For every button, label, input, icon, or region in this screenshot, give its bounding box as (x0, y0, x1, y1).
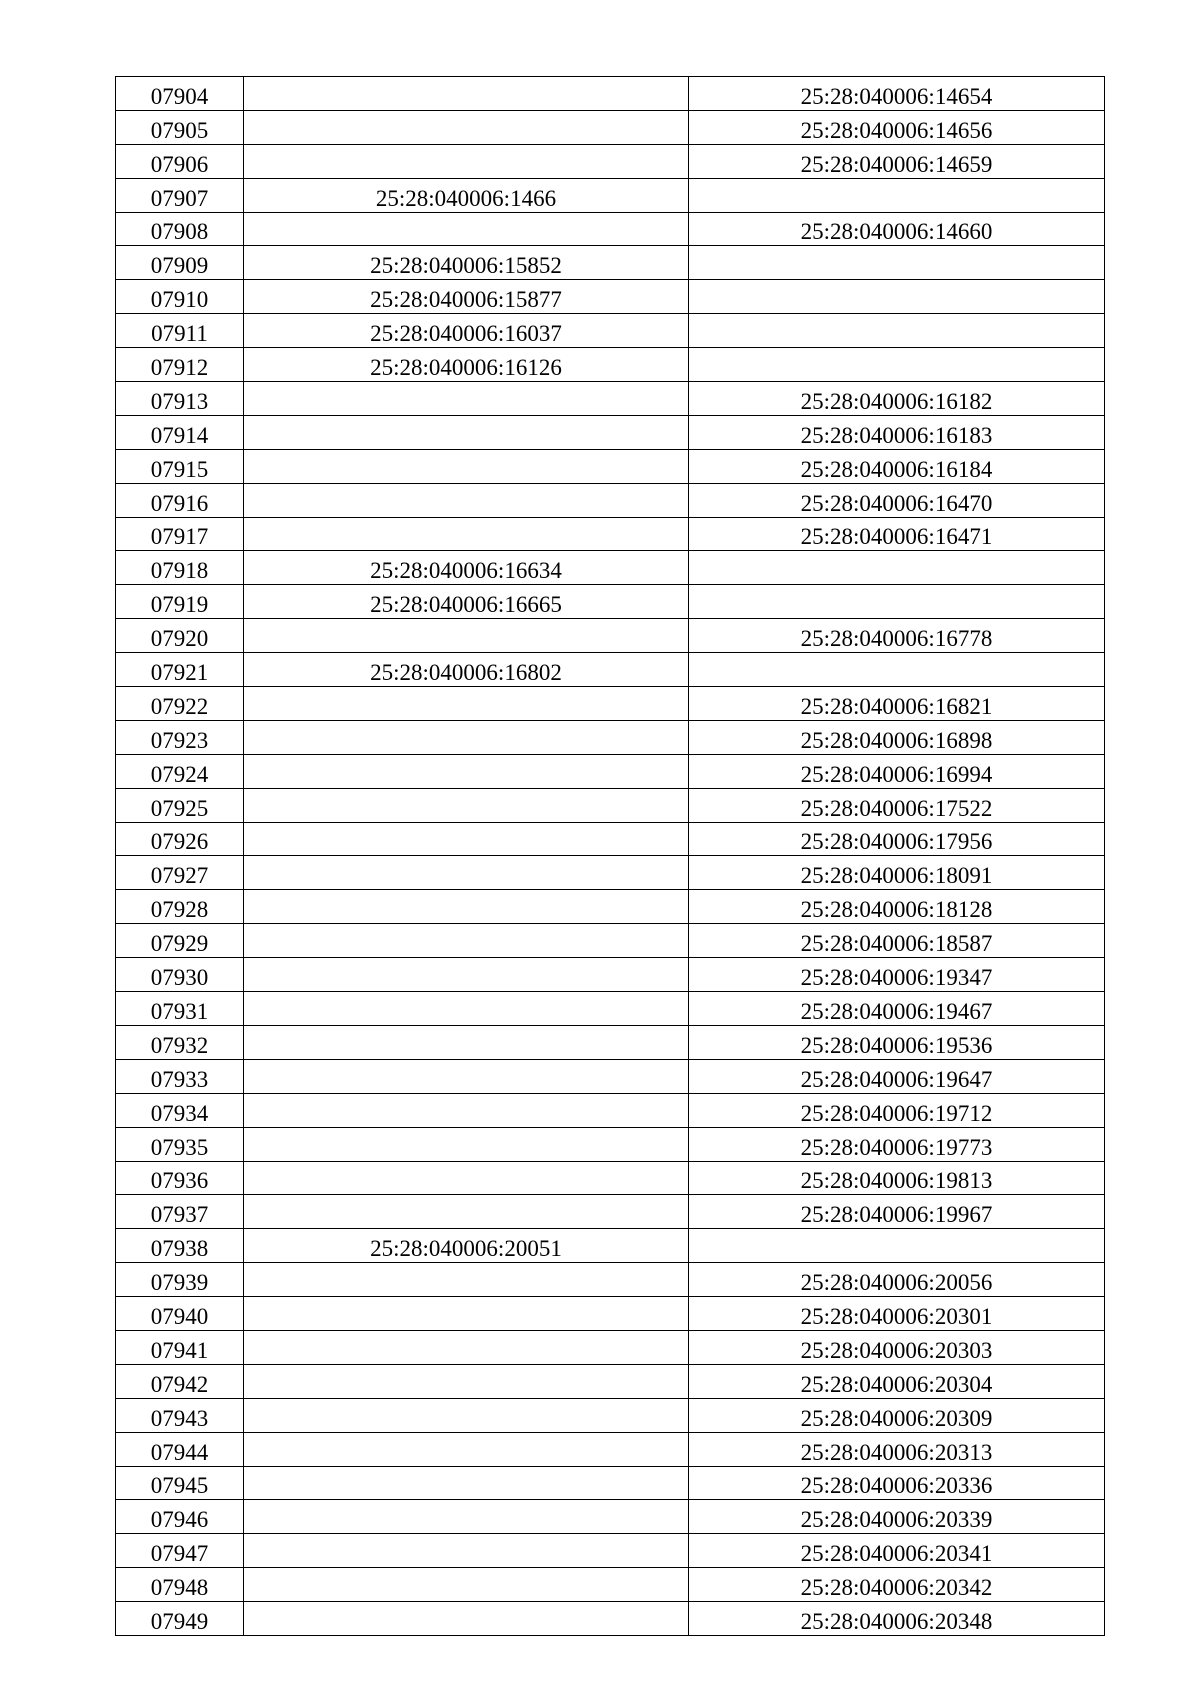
cadastral-number-cell-col2 (244, 1229, 689, 1263)
cadastral-number-cell-col2 (244, 1534, 689, 1568)
row-number-text: 07919 (150, 592, 209, 618)
cadastral-number-cell-col2 (244, 110, 689, 144)
row-number-text: 07938 (150, 1236, 209, 1262)
row-number-cell (116, 551, 244, 585)
cadastral-number-cell-col3 (689, 1059, 1105, 1093)
row-number-text: 07933 (150, 1066, 209, 1092)
table-row (116, 1330, 1105, 1364)
row-number-text: 07915 (150, 456, 209, 482)
row-number-text: 07932 (150, 1032, 209, 1058)
cadastral-number-cell-col2 (244, 924, 689, 958)
cadastral-number-text-col3: 25:28:040006:20341 (800, 1541, 993, 1567)
cadastral-number-cell-col2 (244, 77, 689, 111)
cadastral-number-cell-col2 (244, 822, 689, 856)
cadastral-number-cell-col3 (689, 1025, 1105, 1059)
cadastral-number-cell-col2 (244, 178, 689, 212)
cadastral-number-cell-col3 (689, 958, 1105, 992)
cadastral-number-cell-col2 (244, 1330, 689, 1364)
table-row (116, 144, 1105, 178)
cadastral-number-cell-col2 (244, 687, 689, 721)
table-row (116, 415, 1105, 449)
row-number-text: 07940 (150, 1303, 209, 1329)
row-number-text: 07947 (150, 1541, 209, 1567)
cadastral-number-cell-col3 (689, 754, 1105, 788)
cadastral-number-cell-col3 (689, 1297, 1105, 1331)
cadastral-number-cell-col2 (244, 1500, 689, 1534)
cadastral-number-text-col3: 25:28:040006:14659 (800, 151, 993, 177)
cadastral-number-cell-col3 (689, 1534, 1105, 1568)
cadastral-number-cell-col3 (689, 585, 1105, 619)
row-number-text: 07922 (150, 693, 209, 719)
row-number-cell (116, 1534, 244, 1568)
table-row (116, 1263, 1105, 1297)
row-number-cell (116, 212, 244, 246)
cadastral-number-text-col3: 25:28:040006:17522 (800, 795, 993, 821)
row-number-text: 07939 (150, 1270, 209, 1296)
table-row (116, 788, 1105, 822)
table-row (116, 1568, 1105, 1602)
cadastral-number-cell-col3 (689, 415, 1105, 449)
cadastral-number-cell-col3 (689, 720, 1105, 754)
row-number-cell (116, 1364, 244, 1398)
row-number-cell (116, 1025, 244, 1059)
row-number-cell (116, 246, 244, 280)
cadastral-number-cell-col3 (689, 348, 1105, 382)
table-row (116, 1229, 1105, 1263)
cadastral-number-cell-col2 (244, 348, 689, 382)
cadastral-number-text-col3: 25:28:040006:20348 (800, 1608, 993, 1634)
row-number-cell (116, 619, 244, 653)
cadastral-number-cell-col2 (244, 1297, 689, 1331)
cadastral-number-cell-col2 (244, 1161, 689, 1195)
row-number-cell (116, 1330, 244, 1364)
cadastral-number-cell-col3 (689, 788, 1105, 822)
table-row (116, 110, 1105, 144)
row-number-text: 07907 (150, 185, 209, 211)
cadastral-number-text-col2 (244, 1633, 688, 1635)
table-row (116, 720, 1105, 754)
row-number-text: 07904 (150, 83, 209, 109)
table-row (116, 246, 1105, 280)
cadastral-number-cell-col2 (244, 517, 689, 551)
row-number-text: 07937 (150, 1202, 209, 1228)
cadastral-number-cell-col3 (689, 178, 1105, 212)
cadastral-number-cell-col2 (244, 382, 689, 416)
cadastral-number-cell-col2 (244, 1432, 689, 1466)
cadastral-number-cell-col3 (689, 890, 1105, 924)
cadastral-number-cell-col2 (244, 788, 689, 822)
row-number-cell (116, 754, 244, 788)
row-number-text: 07920 (150, 626, 209, 652)
row-number-cell (116, 992, 244, 1026)
cadastral-number-text-col3: 25:28:040006:19813 (800, 1168, 993, 1194)
cadastral-number-cell-col3 (689, 1161, 1105, 1195)
cadastral-number-cell-col3 (689, 924, 1105, 958)
cadastral-number-text-col3: 25:28:040006:20301 (800, 1303, 993, 1329)
cadastral-number-cell-col2 (244, 720, 689, 754)
row-number-cell (116, 348, 244, 382)
table-row (116, 1602, 1105, 1636)
row-number-cell (116, 280, 244, 314)
cadastral-number-cell-col2 (244, 212, 689, 246)
cadastral-number-cell-col2 (244, 1568, 689, 1602)
cadastral-number-cell-col2 (244, 1364, 689, 1398)
cadastral-number-text-col3: 25:28:040006:16471 (800, 524, 993, 550)
cadastral-number-text-col3: 25:28:040006:19347 (800, 965, 993, 991)
cadastral-number-text-col3: 25:28:040006:16778 (800, 626, 993, 652)
cadastral-number-text-col2: 25:28:040006:16665 (370, 592, 562, 618)
row-number-cell (116, 1263, 244, 1297)
row-number-text: 07916 (150, 490, 209, 516)
cadastral-number-cell-col2 (244, 958, 689, 992)
cadastral-number-cell-col2 (244, 1602, 689, 1636)
cadastral-number-text-col3: 25:28:040006:16898 (800, 727, 993, 753)
row-number-cell (116, 77, 244, 111)
table-row (116, 348, 1105, 382)
row-number-text: 07949 (150, 1608, 209, 1634)
cadastral-number-cell-col3 (689, 382, 1105, 416)
table-row (116, 992, 1105, 1026)
table-row (116, 1500, 1105, 1534)
cadastral-number-cell-col2 (244, 1025, 689, 1059)
cadastral-number-cell-col3 (689, 1229, 1105, 1263)
cadastral-number-cell-col2 (244, 992, 689, 1026)
table-row (116, 856, 1105, 890)
row-number-cell (116, 822, 244, 856)
cadastral-number-cell-col3 (689, 1195, 1105, 1229)
table-row (116, 822, 1105, 856)
row-number-cell (116, 110, 244, 144)
row-number-text: 07913 (150, 388, 209, 414)
cadastral-number-text-col3: 25:28:040006:14660 (800, 219, 993, 245)
cadastral-number-text-col3: 25:28:040006:20309 (800, 1405, 993, 1431)
row-number-text: 07944 (150, 1439, 209, 1465)
row-number-cell (116, 1127, 244, 1161)
cadastral-number-text-col3: 25:28:040006:20342 (800, 1575, 993, 1601)
cadastral-number-cell-col2 (244, 856, 689, 890)
row-number-text: 07941 (150, 1337, 209, 1363)
cadastral-number-text-col3: 25:28:040006:20304 (800, 1371, 993, 1397)
row-number-cell (116, 788, 244, 822)
cadastral-number-text-col3: 25:28:040006:16994 (800, 761, 993, 787)
cadastral-number-text-col3: 25:28:040006:19536 (800, 1032, 993, 1058)
cadastral-number-cell-col3 (689, 1364, 1105, 1398)
cadastral-number-text-col2: 25:28:040006:15852 (370, 253, 562, 279)
row-number-cell (116, 1093, 244, 1127)
row-number-cell (116, 144, 244, 178)
cadastral-number-cell-col2 (244, 1263, 689, 1297)
cadastral-number-text-col3: 25:28:040006:16182 (800, 388, 993, 414)
cadastral-number-cell-col3 (689, 687, 1105, 721)
row-number-text: 07910 (150, 287, 209, 313)
cadastral-number-cell-col2 (244, 585, 689, 619)
cadastral-number-cell-col3 (689, 1398, 1105, 1432)
cadastral-number-cell-col3 (689, 1602, 1105, 1636)
cadastral-number-text-col3: 25:28:040006:18091 (800, 863, 993, 889)
cadastral-number-cell-col3 (689, 517, 1105, 551)
row-number-text: 07912 (150, 355, 209, 381)
row-number-cell (116, 1195, 244, 1229)
cadastral-number-cell-col3 (689, 653, 1105, 687)
cadastral-number-cell-col3 (689, 1432, 1105, 1466)
table-row (116, 585, 1105, 619)
table-row (116, 1093, 1105, 1127)
row-number-text: 07927 (150, 863, 209, 889)
cadastral-number-cell-col2 (244, 1195, 689, 1229)
cadastral-number-cell-col2 (244, 246, 689, 280)
cadastral-number-cell-col3 (689, 77, 1105, 111)
cadastral-number-cell-col2 (244, 890, 689, 924)
row-number-cell (116, 687, 244, 721)
cadastral-number-cell-col3 (689, 1263, 1105, 1297)
row-number-text: 07925 (150, 795, 209, 821)
cadastral-number-text-col2: 25:28:040006:16802 (370, 660, 562, 686)
cadastral-number-cell-col2 (244, 619, 689, 653)
table-row (116, 890, 1105, 924)
cadastral-number-cell-col3 (689, 856, 1105, 890)
cadastral-number-text-col3: 25:28:040006:20336 (800, 1473, 993, 1499)
row-number-text: 07929 (150, 931, 209, 957)
row-number-cell (116, 449, 244, 483)
cadastral-number-cell-col3 (689, 1127, 1105, 1161)
cadastral-number-cell-col2 (244, 653, 689, 687)
row-number-text: 07909 (150, 253, 209, 279)
row-number-cell (116, 924, 244, 958)
row-number-cell (116, 314, 244, 348)
row-number-text: 07936 (150, 1168, 209, 1194)
row-number-text: 07911 (151, 321, 208, 347)
table-row (116, 1398, 1105, 1432)
row-number-text: 07923 (150, 727, 209, 753)
cadastral-number-cell-col3 (689, 992, 1105, 1026)
table-row (116, 1534, 1105, 1568)
table-row (116, 1127, 1105, 1161)
table-row (116, 382, 1105, 416)
row-number-text: 07918 (150, 558, 209, 584)
cadastral-number-cell-col3 (689, 822, 1105, 856)
cadastral-number-cell-col3 (689, 1330, 1105, 1364)
cadastral-number-cell-col2 (244, 314, 689, 348)
table-row (116, 551, 1105, 585)
row-number-cell (116, 585, 244, 619)
row-number-cell (116, 1161, 244, 1195)
row-number-text: 07905 (150, 117, 209, 143)
row-number-text: 07934 (150, 1100, 209, 1126)
cadastral-number-text-col3: 25:28:040006:14656 (800, 117, 993, 143)
table-row (116, 687, 1105, 721)
cadastral-number-cell-col3 (689, 449, 1105, 483)
cadastral-number-cell-col3 (689, 110, 1105, 144)
cadastral-number-text-col3: 25:28:040006:17956 (800, 829, 993, 855)
row-number-cell (116, 1059, 244, 1093)
row-number-text: 07942 (150, 1371, 209, 1397)
row-number-text: 07924 (150, 761, 209, 787)
table-row (116, 754, 1105, 788)
table-row (116, 653, 1105, 687)
row-number-text: 07931 (150, 998, 209, 1024)
row-number-cell (116, 178, 244, 212)
table-row (116, 212, 1105, 246)
row-number-cell (116, 1568, 244, 1602)
table-body (116, 77, 1105, 1636)
cadastral-table (115, 76, 1105, 1636)
table-row (116, 280, 1105, 314)
cadastral-number-text-col2: 25:28:040006:15877 (370, 287, 562, 313)
row-number-cell (116, 1398, 244, 1432)
cadastral-number-text-col2: 25:28:040006:16037 (370, 321, 562, 347)
cadastral-number-cell-col2 (244, 1466, 689, 1500)
cadastral-number-cell-col2 (244, 551, 689, 585)
cadastral-number-text-col2: 25:28:040006:16634 (370, 558, 562, 584)
cadastral-number-cell-col2 (244, 1093, 689, 1127)
row-number-cell (116, 890, 244, 924)
cadastral-number-cell-col2 (244, 415, 689, 449)
cadastral-number-text-col3: 25:28:040006:19773 (800, 1134, 993, 1160)
cadastral-number-cell-col3 (689, 280, 1105, 314)
cadastral-number-cell-col3 (689, 1568, 1105, 1602)
cadastral-number-text-col3: 25:28:040006:20056 (800, 1270, 993, 1296)
row-number-text: 07906 (150, 151, 209, 177)
cadastral-number-cell-col2 (244, 280, 689, 314)
row-number-cell (116, 382, 244, 416)
cadastral-number-text-col3: 25:28:040006:20313 (800, 1439, 993, 1465)
row-number-cell (116, 720, 244, 754)
table-row (116, 449, 1105, 483)
row-number-text: 07921 (150, 660, 209, 686)
row-number-text: 07926 (150, 829, 209, 855)
table-row (116, 1297, 1105, 1331)
cadastral-number-text-col3: 25:28:040006:18128 (800, 897, 993, 923)
cadastral-number-text-col3: 25:28:040006:14654 (800, 83, 993, 109)
table-row (116, 1059, 1105, 1093)
cadastral-number-cell-col2 (244, 1127, 689, 1161)
row-number-cell (116, 517, 244, 551)
cadastral-number-cell-col2 (244, 483, 689, 517)
table-row (116, 619, 1105, 653)
cadastral-number-cell-col2 (244, 754, 689, 788)
row-number-cell (116, 415, 244, 449)
cadastral-number-cell-col2 (244, 1398, 689, 1432)
cadastral-number-text-col3: 25:28:040006:20303 (800, 1337, 993, 1363)
row-number-cell (116, 1297, 244, 1331)
table-row (116, 178, 1105, 212)
row-number-text: 07917 (150, 524, 209, 550)
cadastral-number-cell-col2 (244, 449, 689, 483)
table-row (116, 958, 1105, 992)
cadastral-number-text-col3: 25:28:040006:16470 (800, 490, 993, 516)
row-number-cell (116, 653, 244, 687)
table-row (116, 483, 1105, 517)
row-number-cell (116, 958, 244, 992)
row-number-text: 07930 (150, 965, 209, 991)
row-number-text: 07908 (150, 219, 209, 245)
cadastral-number-cell-col3 (689, 1466, 1105, 1500)
cadastral-number-text-col3: 25:28:040006:16183 (800, 422, 993, 448)
row-number-cell (116, 1500, 244, 1534)
cadastral-number-text-col3: 25:28:040006:19467 (800, 998, 993, 1024)
row-number-text: 07914 (150, 422, 209, 448)
table-row (116, 1432, 1105, 1466)
cadastral-number-cell-col3 (689, 551, 1105, 585)
cadastral-number-text-col3: 25:28:040006:20339 (800, 1507, 993, 1533)
cadastral-number-cell-col3 (689, 314, 1105, 348)
row-number-cell (116, 483, 244, 517)
cadastral-number-text-col3: 25:28:040006:16821 (800, 693, 993, 719)
row-number-cell (116, 1602, 244, 1636)
row-number-text: 07945 (150, 1473, 209, 1499)
cadastral-number-cell-col3 (689, 1500, 1105, 1534)
cadastral-number-cell-col3 (689, 144, 1105, 178)
cadastral-number-text-col3: 25:28:040006:19967 (800, 1202, 993, 1228)
cadastral-number-text-col3: 25:28:040006:18587 (800, 931, 993, 957)
row-number-text: 07935 (150, 1134, 209, 1160)
cadastral-number-text-col2: 25:28:040006:16126 (370, 355, 562, 381)
table-row (116, 924, 1105, 958)
table-row (116, 1025, 1105, 1059)
table-row (116, 314, 1105, 348)
row-number-text: 07948 (150, 1575, 209, 1601)
cadastral-number-text-col2: 25:28:040006:20051 (370, 1236, 562, 1262)
row-number-text: 07946 (150, 1507, 209, 1533)
cadastral-number-text-col3: 25:28:040006:19647 (800, 1066, 993, 1092)
cadastral-number-cell-col2 (244, 1059, 689, 1093)
table-row (116, 517, 1105, 551)
row-number-text: 07928 (150, 897, 209, 923)
row-number-cell (116, 1432, 244, 1466)
table-row (116, 1195, 1105, 1229)
cadastral-number-cell-col2 (244, 144, 689, 178)
cadastral-number-cell-col3 (689, 483, 1105, 517)
cadastral-number-text-col3: 25:28:040006:19712 (800, 1100, 993, 1126)
row-number-cell (116, 1229, 244, 1263)
cadastral-number-cell-col3 (689, 1093, 1105, 1127)
table-row (116, 1466, 1105, 1500)
cadastral-number-text-col2: 25:28:040006:1466 (375, 185, 557, 211)
row-number-cell (116, 1466, 244, 1500)
cadastral-number-cell-col3 (689, 619, 1105, 653)
row-number-text: 07943 (150, 1405, 209, 1431)
cadastral-number-cell-col3 (689, 212, 1105, 246)
table-row (116, 1364, 1105, 1398)
table-row (116, 1161, 1105, 1195)
cadastral-number-cell-col3 (689, 246, 1105, 280)
table-row (116, 77, 1105, 111)
cadastral-number-text-col3: 25:28:040006:16184 (800, 456, 993, 482)
row-number-cell (116, 856, 244, 890)
